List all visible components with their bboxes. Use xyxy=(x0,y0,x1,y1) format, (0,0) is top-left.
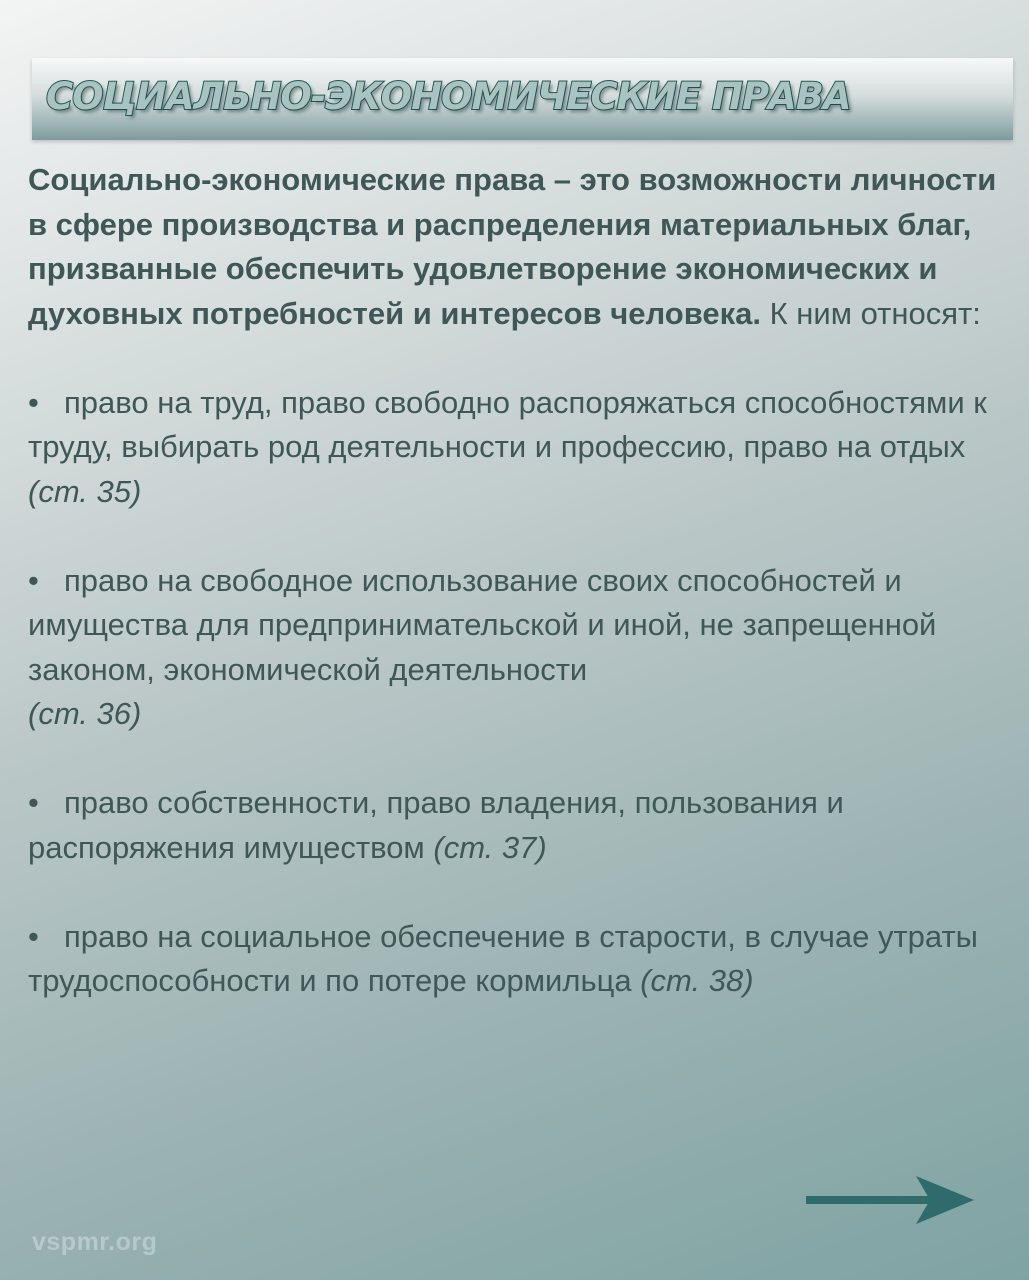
article-reference: (ст. 37) xyxy=(433,829,547,865)
right-text: право на социальное обеспечение в старости, в случае утраты трудоспособности и по потере кормильца xyxy=(28,918,978,998)
page-title: СОЦИАЛЬНО-ЭКОНОМИЧЕСКИЕ ПРАВА xyxy=(46,75,851,118)
definition-text: Социально-экономические права – это возможности личности в сфере производства и распределения материальных благ, призванные обеспечить удовлетворение экономических и духовных потребностей и интересов человека. xyxy=(28,162,997,331)
article-reference: (ст. 35) xyxy=(28,473,142,509)
right-item-social-security xyxy=(28,915,1013,1004)
right-text: право на свободное использование своих способностей и имущества для предпринимательской и иной, не запрещенной законом, экономической деятельности xyxy=(28,562,937,687)
title-banner xyxy=(32,58,1013,140)
article-reference: (ст. 38) xyxy=(640,963,754,998)
intro-paragraph xyxy=(28,158,1013,336)
bullet-icon: • xyxy=(28,785,39,820)
article-reference: (ст. 36) xyxy=(28,696,142,731)
bullet-icon: • xyxy=(28,918,39,954)
bullet-icon: • xyxy=(28,562,39,598)
right-text: право на труд, право свободно распоряжаться способностями к труду, выбирать род деятельности и профессию, право на отдых xyxy=(28,384,987,464)
right-item-entrepreneurship xyxy=(28,559,1013,737)
lead-in-text: К ним относят: xyxy=(769,295,981,331)
right-item-labor xyxy=(28,381,1013,515)
bullet-icon: • xyxy=(28,384,39,420)
content-body xyxy=(28,158,1013,1004)
right-text: право собственности, право владения, пользования и распоряжения имуществом xyxy=(28,785,844,865)
right-item-property xyxy=(28,781,1013,870)
arrow-right-icon[interactable] xyxy=(804,1172,976,1228)
watermark: vspmr.org xyxy=(32,1228,158,1256)
